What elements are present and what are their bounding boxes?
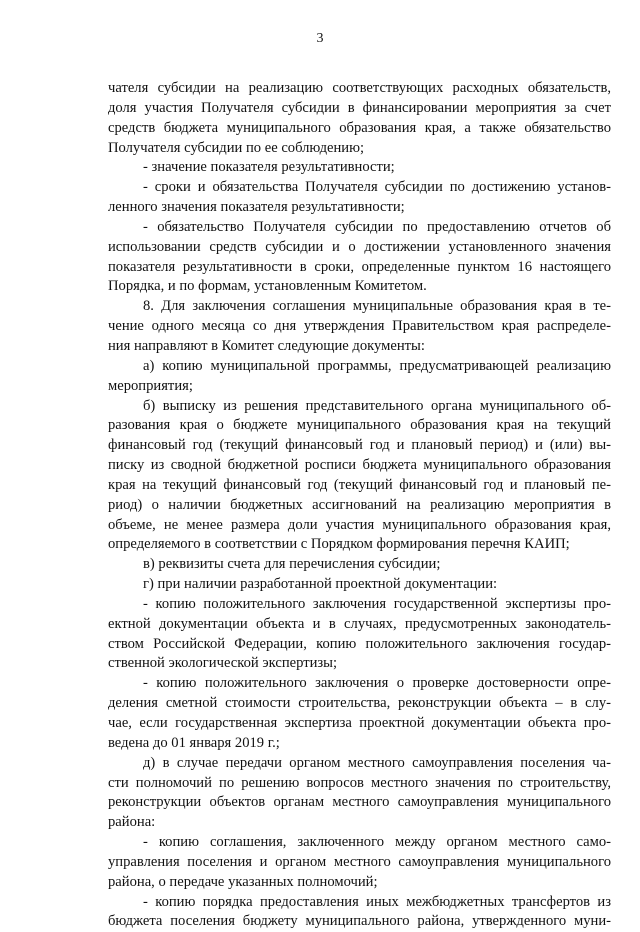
document-body: [108, 79, 611, 932]
text-line: района:: [108, 814, 156, 831]
text-line: г) при наличии разработанной проектной документации:: [143, 576, 498, 593]
text-line: ния направляют в Комитет следующие документы:: [108, 337, 425, 354]
text-line: ленного значения показателя результативности;: [108, 199, 405, 216]
text-line: ведена до 01 января 2019 г.;: [108, 734, 280, 751]
text-line: Получателя субсидии по ее соблюдению;: [108, 139, 365, 156]
text-line: - сроки и обязательства Получателя субсидии по достижению установ-: [143, 179, 611, 196]
text-line: разования края о бюджете муниципального образования края на текущий: [108, 417, 611, 434]
text-line: сти полномочий по решению вопросов местного значения по строительству,: [108, 774, 611, 791]
text-line: объеме, не менее размера доли участия муниципального образования края,: [108, 516, 611, 533]
text-line: района, о передаче указанных полномочий;: [108, 873, 378, 890]
text-line: - обязательство Получателя субсидии по предоставлению отчетов об: [143, 218, 611, 235]
text-line: 8. Для заключения соглашения муниципальные образования края в те-: [143, 298, 611, 315]
text-line: чателя субсидии на реализацию соответствующих расходных обязательств,: [108, 80, 611, 96]
text-line: Порядка, и по формам, установленным Комитетом.: [108, 278, 427, 295]
text-line: - копию соглашения, заключенного между органом местного само-: [143, 834, 611, 851]
text-line: использовании средств субсидии и о достижении установленного значения: [108, 238, 611, 255]
text-line: чае, если государственная экспертиза проектной документации объекта про-: [108, 715, 611, 731]
text-line: определяемого в соответствии с Порядком формирования перечня КАИП;: [108, 536, 570, 553]
text-line: а) копию муниципальной программы, предусматривающей реализацию: [143, 357, 611, 374]
text-line: писку из сводной бюджетной росписи бюджета муниципального образования: [108, 457, 611, 474]
text-line: реконструкции объектов органам местного самоуправления муниципального: [108, 794, 611, 811]
text-line: в) реквизиты счета для перечисления субсидии;: [143, 556, 441, 573]
text-line: мероприятия;: [108, 377, 193, 394]
text-line: д) в случае передачи органом местного самоуправления поселения ча-: [143, 754, 611, 771]
text-line: ством Российской Федерации, копию положительного заключения государ-: [108, 635, 611, 652]
text-line: ственной экологической экспертизы;: [108, 655, 338, 672]
text-line: ектной документации объекта и в случаях, предусмотренных законодатель-: [108, 615, 611, 632]
text-line: риод) о наличии бюджетных ассигнований на реализацию мероприятия в: [108, 496, 611, 513]
text-line: чение одного месяца со дня утверждения Правительством края распределе-: [108, 318, 611, 335]
text-line: - копию положительного заключения государственной экспертизы про-: [143, 595, 611, 612]
text-line: - копию положительного заключения о проверке достоверности опре-: [143, 675, 611, 692]
text-line: деления сметной стоимости строительства, реконструкции объекта – в слу-: [108, 695, 611, 712]
text-line: края на текущий финансовый год (текущий финансовый год и плановый пе-: [108, 476, 611, 493]
text-line: - копию порядка предоставления иных межбюджетных трансфертов из: [143, 893, 611, 910]
text-line: бюджета поселения бюджету муниципального района, утвержденного муни-: [108, 913, 611, 930]
text-line: показателя результативности в сроки, определенные пунктом 16 настоящего: [108, 258, 611, 275]
text-line: управления поселения и органом местного самоуправления муниципального: [108, 853, 611, 870]
text-line: б) выписку из решения представительного органа муниципального об-: [143, 397, 611, 414]
text-line: средств бюджета муниципального образования края, а также обязательство: [108, 119, 611, 136]
page-number: 3: [316, 31, 324, 46]
text-line: доля участия Получателя субсидии в финансировании мероприятия за счет: [108, 99, 611, 116]
text-line: - значение показателя результативности;: [143, 159, 395, 176]
text-line: финансовый год (текущий финансовый год и плановый период) и (или) вы-: [108, 437, 611, 454]
